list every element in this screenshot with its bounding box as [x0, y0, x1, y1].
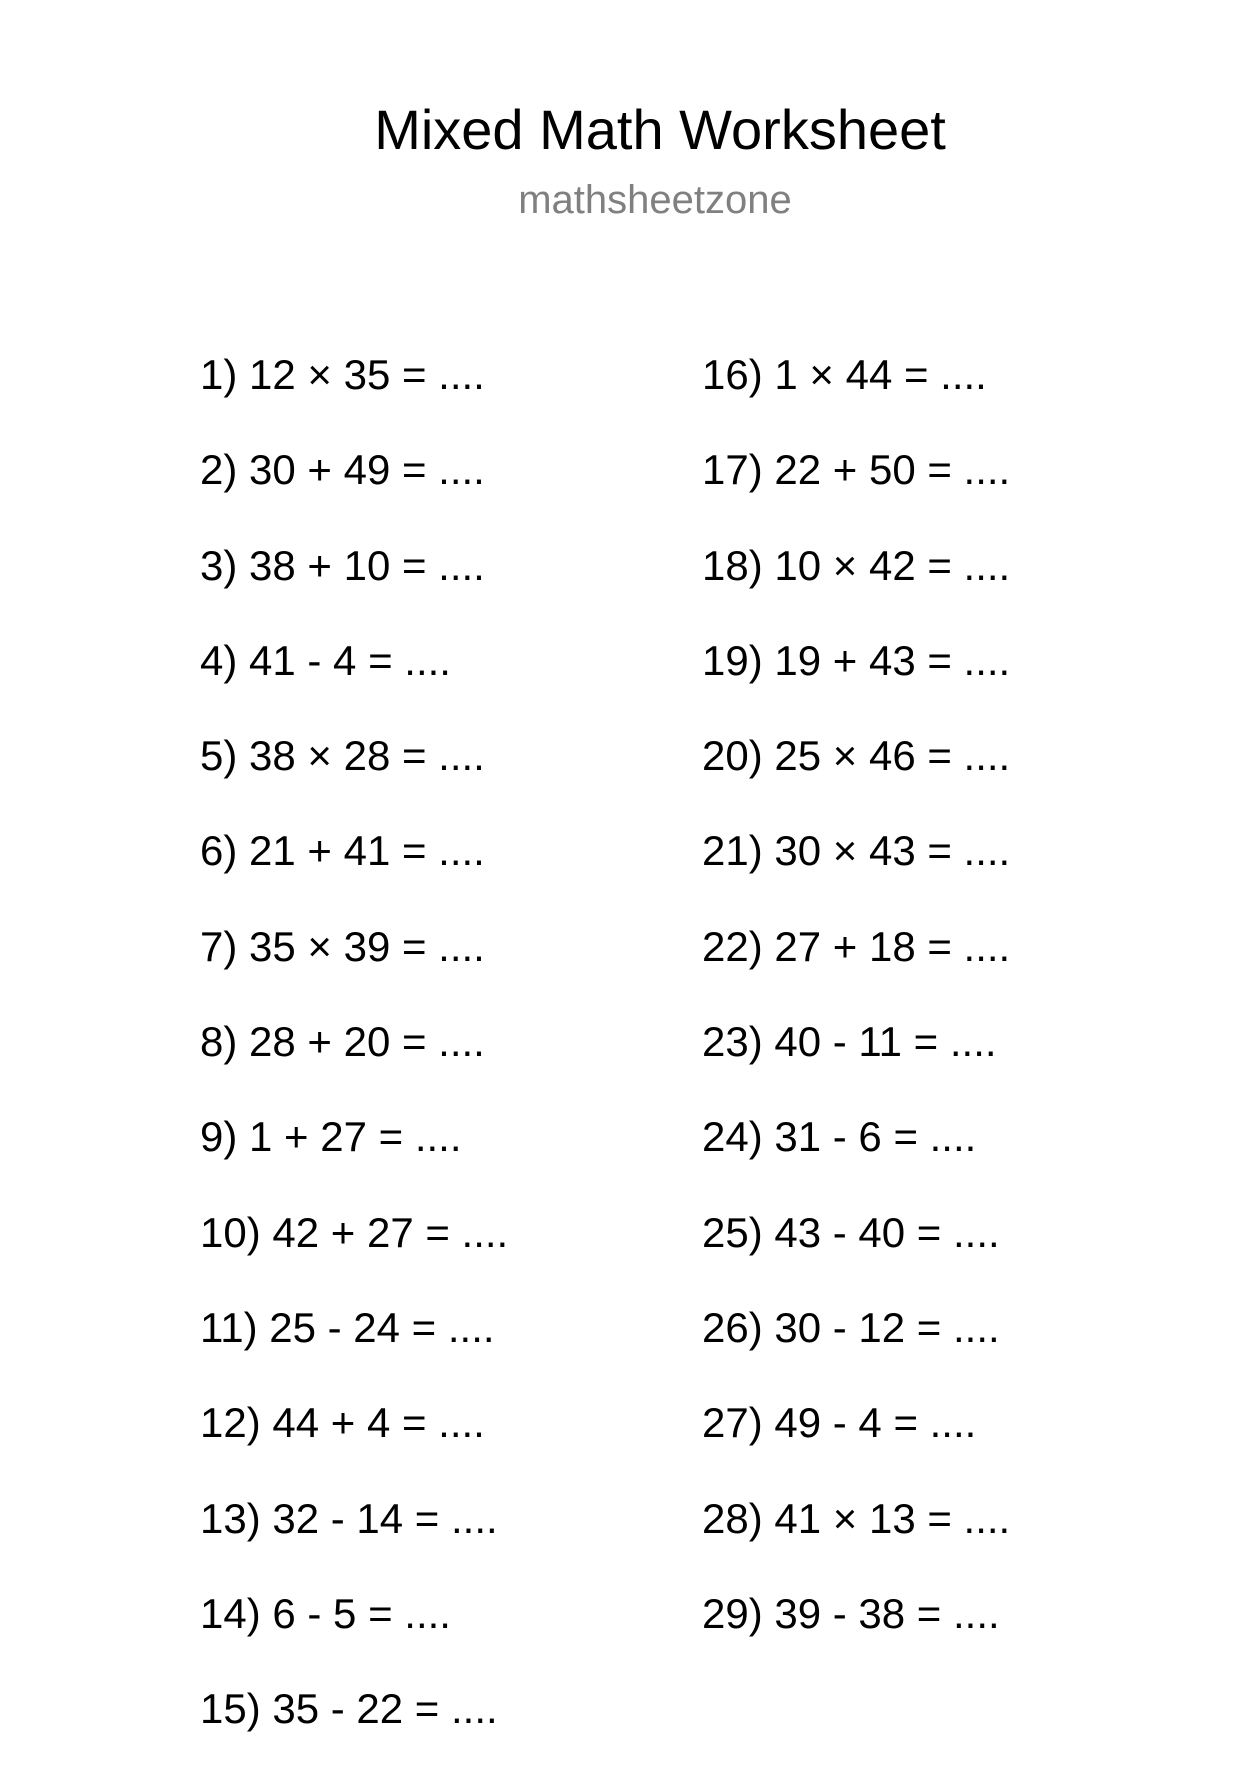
worksheet-header	[0, 98, 1240, 224]
problem-9: 9) 1 + 27 = ....	[200, 1113, 462, 1161]
problem-8: 8) 28 + 20 = ....	[200, 1018, 485, 1066]
problem-19: 19) 19 + 43 = ....	[702, 636, 1011, 684]
problem-5: 5) 38 × 28 = ....	[200, 732, 485, 780]
problem-26: 26) 30 - 12 = ....	[702, 1303, 1000, 1351]
problem-25: 25) 43 - 40 = ....	[702, 1208, 1000, 1256]
problem-21: 21) 30 × 43 = ....	[702, 827, 1011, 875]
problem-column-left	[200, 350, 508, 1779]
problem-12: 12) 44 + 4 = ....	[200, 1399, 485, 1447]
page-title: Mixed Math Worksheet	[374, 98, 946, 161]
problem-7: 7) 35 × 39 = ....	[200, 922, 485, 970]
problem-13: 13) 32 - 14 = ....	[200, 1494, 498, 1542]
problem-23: 23) 40 - 11 = ....	[702, 1018, 997, 1066]
problem-18: 18) 10 × 42 = ....	[702, 541, 1011, 589]
problem-11: 11) 25 - 24 = ....	[200, 1303, 495, 1351]
problem-16: 16) 1 × 44 = ....	[702, 351, 987, 398]
problem-2: 2) 30 + 49 = ....	[200, 446, 485, 494]
problem-6: 6) 21 + 41 = ....	[200, 827, 485, 875]
problem-20: 20) 25 × 46 = ....	[702, 732, 1011, 780]
problem-15: 15) 35 - 22 = ....	[200, 1685, 498, 1733]
problem-4: 4) 41 - 4 = ....	[200, 636, 451, 684]
source-label: mathsheetzone	[518, 178, 792, 222]
problem-24: 24) 31 - 6 = ....	[702, 1113, 977, 1161]
problem-14: 14) 6 - 5 = ....	[200, 1589, 451, 1637]
problem-28: 28) 41 × 13 = ....	[702, 1494, 1011, 1542]
problem-3: 3) 38 + 10 = ....	[200, 541, 485, 589]
problem-17: 17) 22 + 50 = ....	[702, 446, 1011, 494]
problem-27: 27) 49 - 4 = ....	[702, 1399, 977, 1447]
problem-29: 29) 39 - 38 = ....	[702, 1589, 1000, 1637]
problem-10: 10) 42 + 27 = ....	[200, 1208, 509, 1256]
problem-column-right	[702, 350, 1010, 1684]
problem-1: 1) 12 × 35 = ....	[200, 351, 485, 398]
problem-22: 22) 27 + 18 = ....	[702, 922, 1011, 970]
